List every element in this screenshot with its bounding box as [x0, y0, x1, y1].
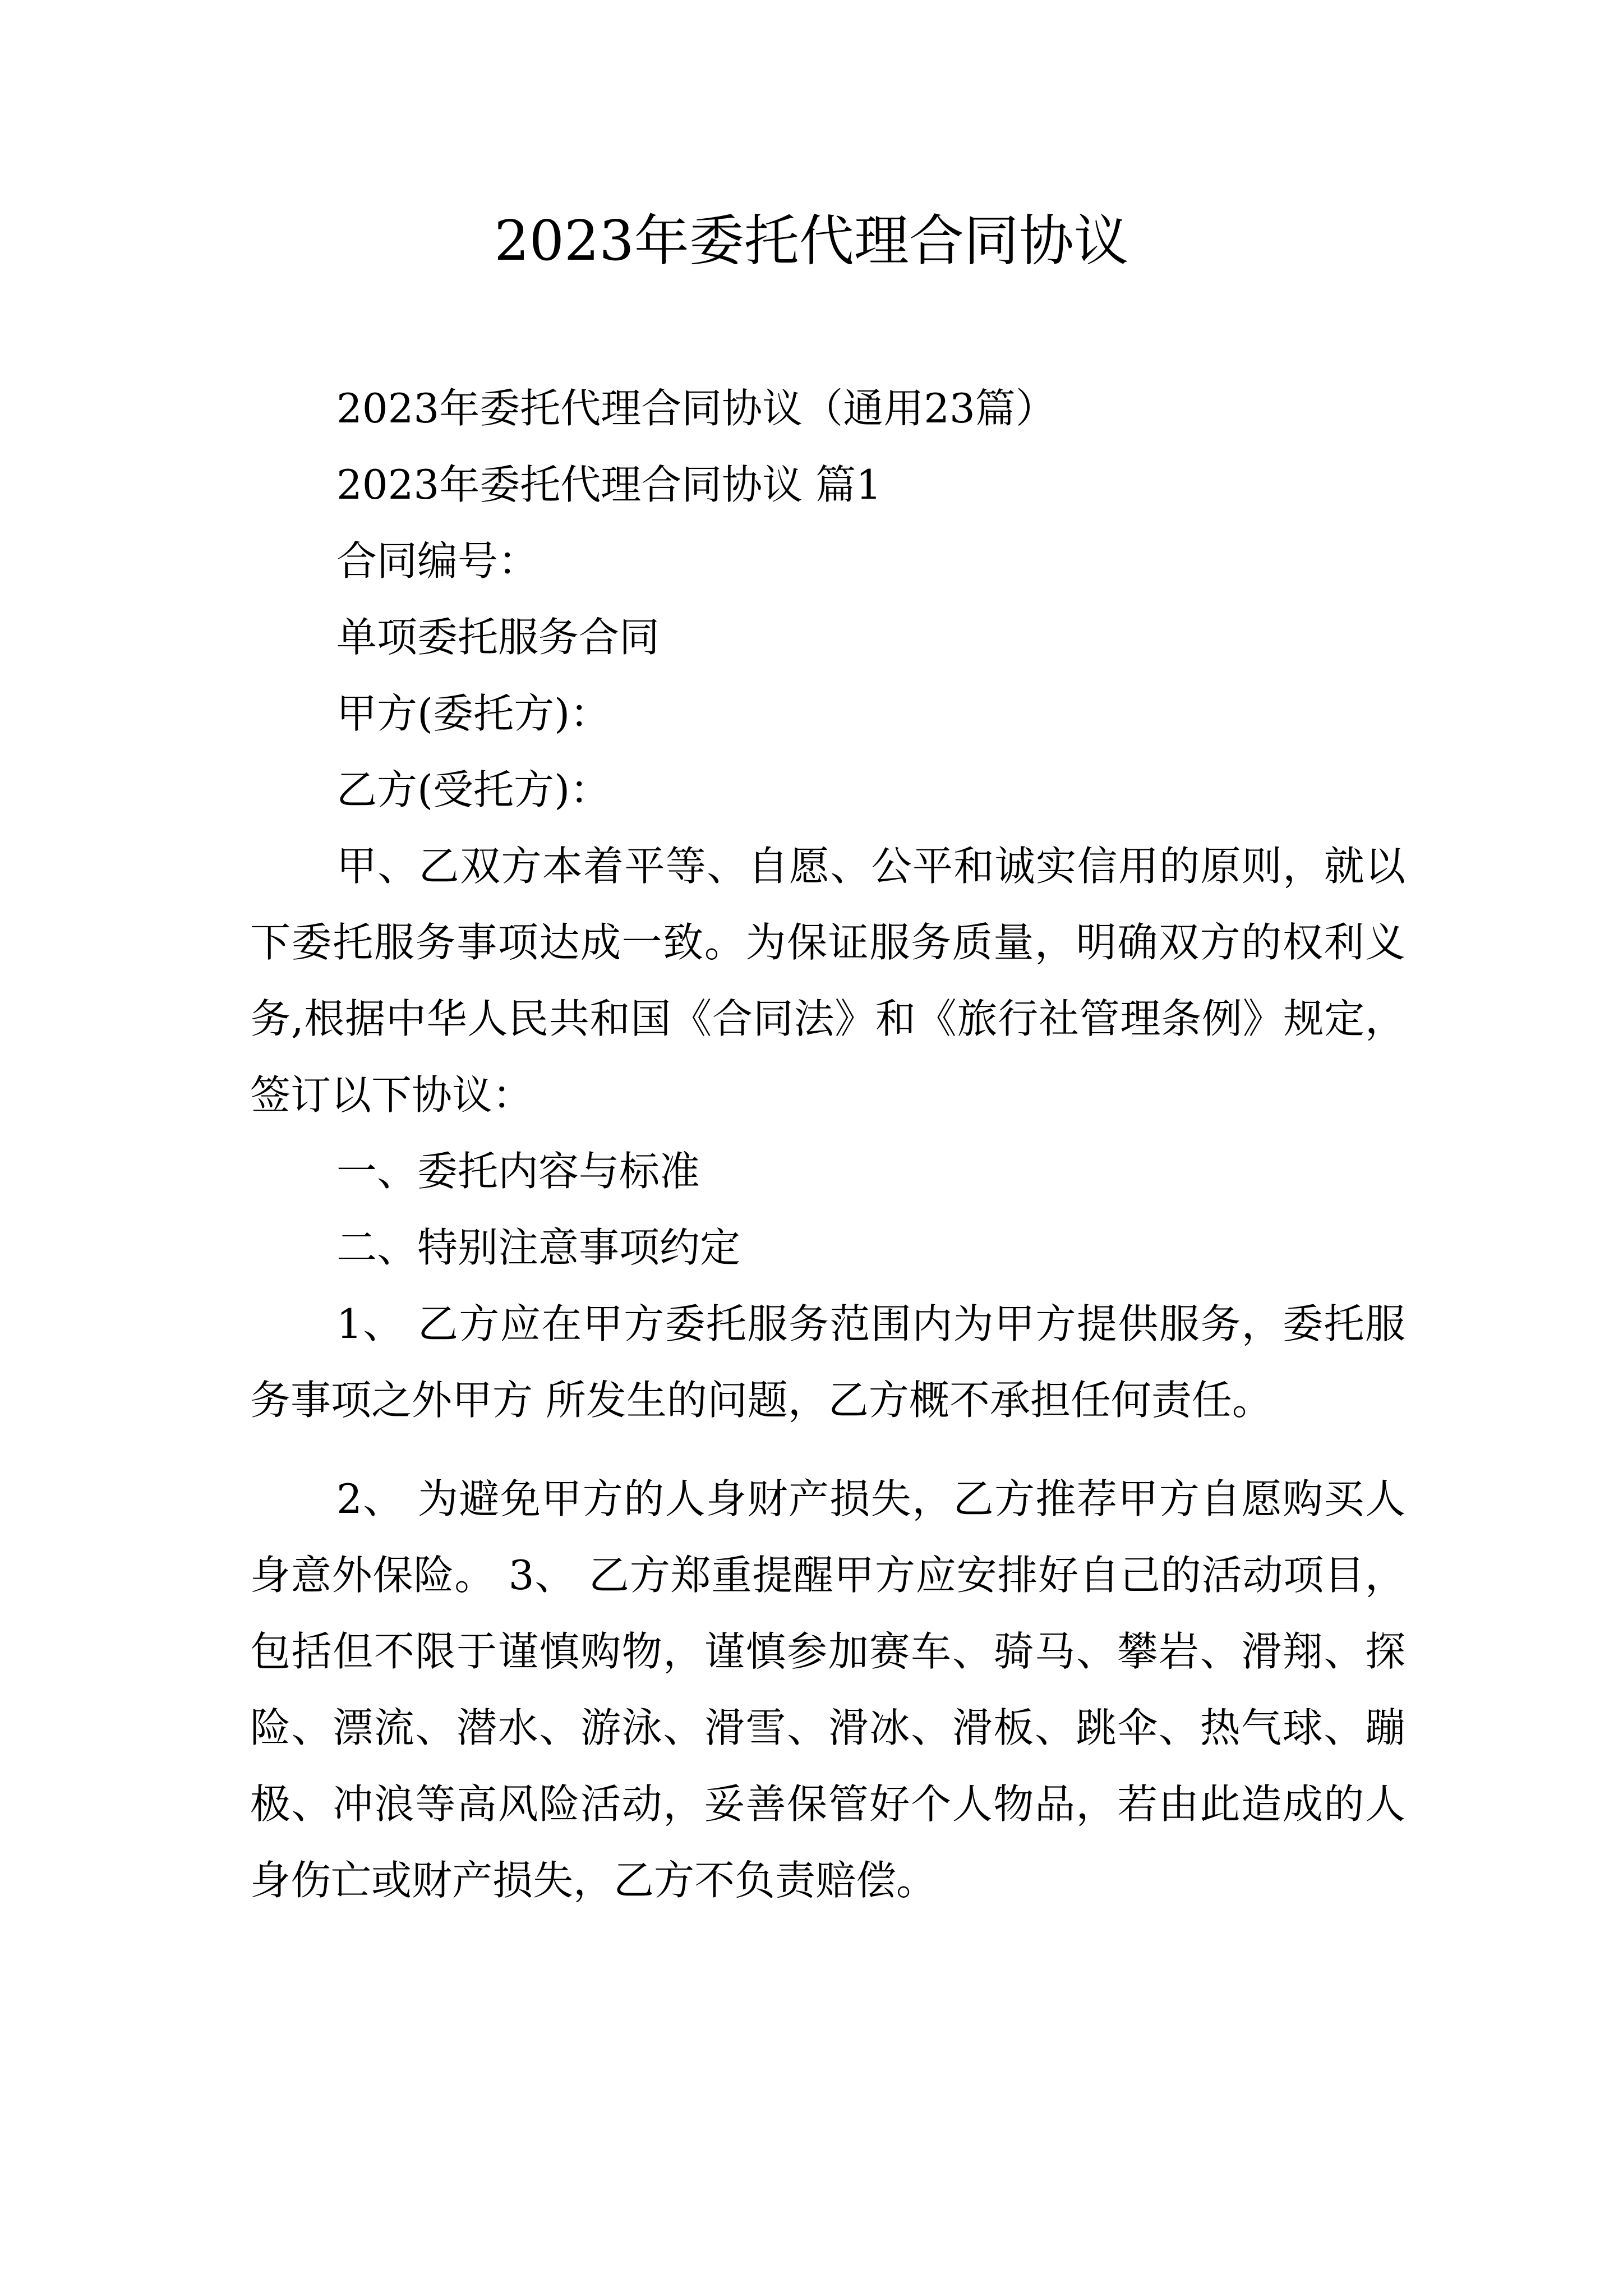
document-title: 2023年委托代理合同协议	[494, 209, 1129, 273]
clause-heading-1: 一、委托内容与标准	[336, 1148, 700, 1195]
section-heading: 2023年委托代理合同协议 篇1	[336, 461, 882, 508]
clause-paragraph-1: 1、 乙方应在甲方委托服务范围内为甲方提供服务，委托服务事项之外甲方 所发生的问题，乙方概不承担任何责任。	[250, 1300, 1405, 1424]
party-a-label: 甲方(委托方)：	[336, 690, 611, 737]
clause-heading-2: 二、特别注意事项约定	[336, 1224, 741, 1271]
preamble-paragraph: 甲、乙双方本着平等、自愿、公平和诚实信用的原则，就以下委托服务事项达成一致。为保证服务质量，明确双方的权利义务,根据中华人民共和国《合同法》和《旅行社管理条例》规定，签订以下协议：	[250, 843, 1405, 1119]
document-body	[250, 370, 1405, 1918]
clause-paragraph-2: 2、 为避免甲方的人身财产损失，乙方推荐甲方自愿购买人身意外保险。 3、 乙方郑重提醒甲方应安排好自己的活动项目，包括但不限于谨慎购物，谨慎参加赛车、骑马、攀岩、滑翔、探险、漂流、潜水、游泳、滑雪、滑冰、滑板、跳伞、热气球、蹦极、冲浪等高风险活动，妥善保管好个人物品，若由此造成的人身伤亡或财产损失，乙方不负责赔偿。	[250, 1475, 1405, 1904]
contract-type: 单项委托服务合同	[336, 614, 660, 661]
contract-number-label: 合同编号：	[336, 537, 539, 585]
document-subtitle: 2023年委托代理合同协议（通用23篇）	[336, 385, 1056, 432]
party-b-label: 乙方(受托方)：	[336, 766, 611, 813]
